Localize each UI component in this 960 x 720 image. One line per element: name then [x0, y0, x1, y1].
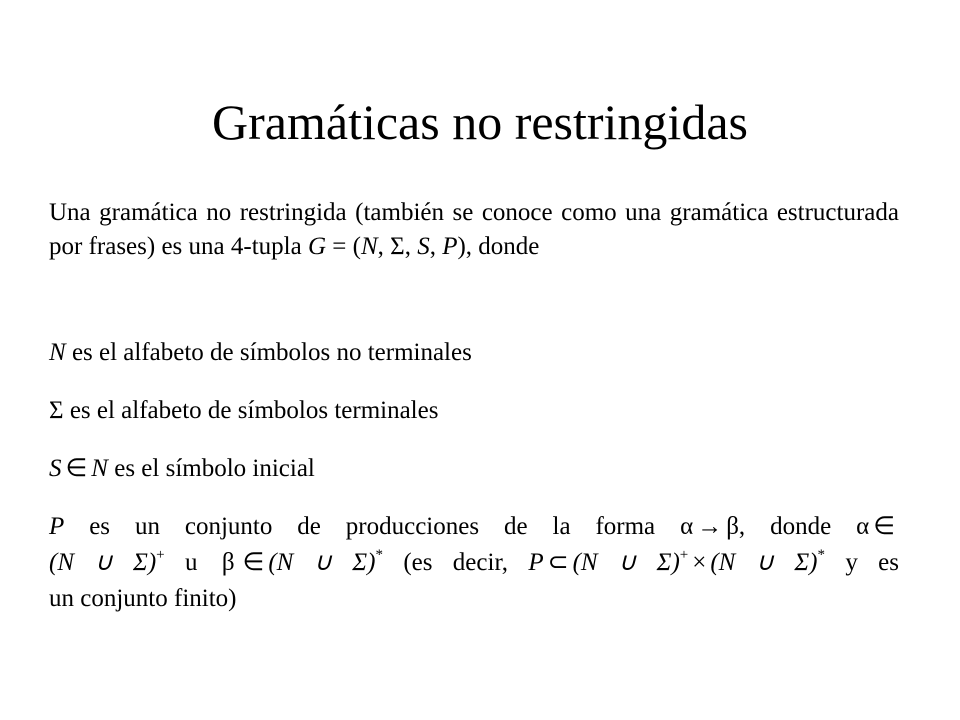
element-of-symbol: ∈ [242, 549, 265, 576]
definition-text: es el alfabeto de símbolos terminales [63, 397, 439, 424]
symbol-sigma: Σ [390, 233, 405, 260]
intro-text: Una gramática no restringida (también se conoce como una gramática estructurada por frases) es una 4-tupla [49, 199, 899, 260]
slide-title: Gramáticas no restringidas [212, 94, 748, 150]
definition-P-line-2 [49, 546, 899, 582]
set-expression: (N ∪ Σ) [268, 549, 376, 576]
symbol-P: P [442, 233, 458, 260]
element-of-symbol: ∈ [873, 513, 895, 540]
symbol-N: N [49, 339, 66, 366]
symbol-S: S [49, 455, 62, 482]
definition-text: es el símbolo inicial [107, 455, 315, 482]
symbol-P: P [49, 513, 65, 540]
symbol-S: S [417, 233, 430, 260]
definition-P-line-3: un conjunto finito) [49, 585, 237, 612]
star-superscript: * [375, 546, 383, 563]
intro-paragraph [49, 196, 899, 264]
symbol-P: P [528, 549, 544, 576]
definition-sigma [49, 394, 899, 428]
set-expression: (N ∪ Σ) [49, 549, 157, 576]
definition-S [49, 452, 899, 486]
symbol-alpha: α [856, 513, 870, 540]
definition-text: es un conjunto de producciones de la forma [64, 513, 681, 540]
intro-end: ), donde [457, 233, 540, 260]
definition-text: , donde [738, 513, 857, 540]
times-symbol: × [692, 549, 707, 576]
subset-symbol: ⊂ [547, 549, 569, 576]
plus-superscript: + [679, 546, 689, 563]
symbol-N: N [360, 233, 378, 260]
set-expression: (N ∪ Σ) [710, 549, 818, 576]
plus-superscript: + [156, 546, 165, 563]
symbol-alpha: α [680, 513, 694, 540]
star-superscript: * [817, 546, 825, 563]
comma-2: , [404, 233, 418, 260]
comma-3: , [429, 233, 443, 260]
symbol-G: G [307, 233, 326, 260]
definition-P-line-1 [49, 510, 899, 546]
symbol-beta: β [726, 513, 739, 540]
comma-1: , [377, 233, 391, 260]
definition-N [49, 336, 899, 370]
element-of-symbol: ∈ [65, 455, 88, 482]
definition-text: (es decir, [382, 549, 529, 576]
arrow-symbol: → [697, 513, 723, 540]
intro-eq: = ( [326, 233, 361, 260]
symbol-sigma: Σ [49, 397, 64, 424]
set-expression: (N ∪ Σ) [572, 549, 680, 576]
definition-P [49, 510, 899, 618]
definition-text: y es [825, 549, 900, 576]
symbol-beta: β [221, 549, 235, 576]
definition-text: u [164, 549, 218, 576]
symbol-N: N [91, 455, 108, 482]
definition-text: es el alfabeto de símbolos no terminales [65, 339, 472, 366]
